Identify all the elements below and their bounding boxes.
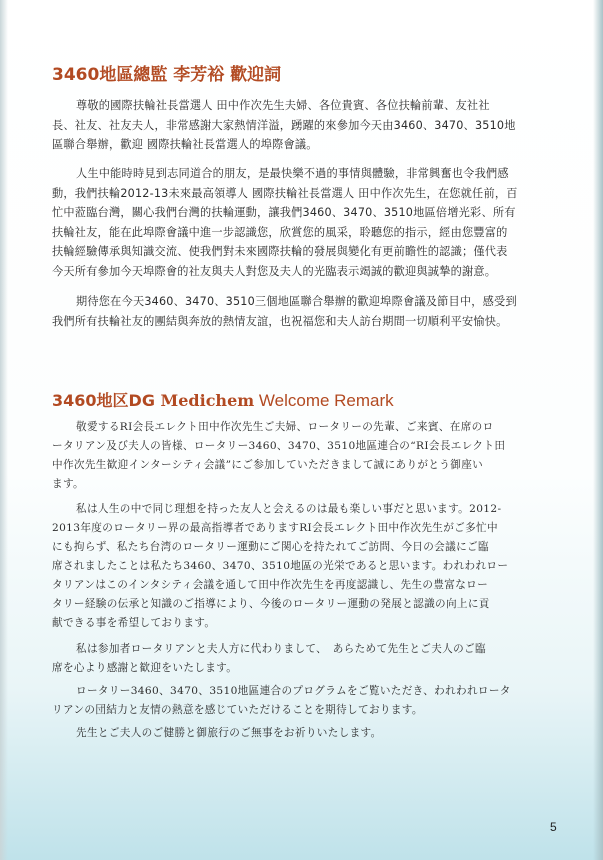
- jp-paragraph-2: [52, 500, 508, 633]
- text-line: 動，我們扶輪2012-13未來最高領導人 國際扶輪社長當選人 田中作次先生，在您就任前，百: [52, 186, 518, 200]
- text-line: 中作次先生歓迎インターシティ会議”にご参加していただきまして誠にありがとう御座い: [52, 459, 484, 471]
- text-line: 席されましたことは私たち3460、3470、3510地區の光栄であると思います。われわれロー: [52, 560, 509, 572]
- text-line: 2013年度のロータリー界の最高指導者でありますRI会長エレクト田中作次先生がご多忙中: [52, 522, 498, 534]
- text-line: 扶輪社友，能在此埠際會議中進一步認識您，欣賞您的風采，聆聽您的指示，經由您豐富的: [52, 225, 508, 239]
- text-line: 私は参加者ロータリアンと夫人方に代わりまして、 あらためて先生とご夫人のご臨: [76, 643, 486, 655]
- japanese-welcome-title: [52, 388, 394, 411]
- page-left-edge-shadow: [0, 0, 8, 860]
- text-line: 忙中蒞臨台灣，關心我們台灣的扶輪運動，讓我們3460、3470、3510地區倍增光彩、所有: [52, 206, 516, 219]
- text-line: ロータリー3460、3470、3510地區連合のプログラムをご覧いただき、われわれロータ: [76, 685, 511, 697]
- title-welcome-remark: Welcome Remark: [254, 391, 394, 410]
- text-line: リアンの団結力と友情の熱意を感じていただけることを期待しております。: [52, 704, 423, 716]
- cn-paragraph-3: [52, 292, 517, 331]
- text-line: 期待您在今天3460、3470、3510三個地區聯合舉辦的歡迎埠際會議及節目中，感受到: [76, 295, 517, 308]
- cn-paragraph-2: [52, 164, 518, 281]
- text-line: 敬愛するRI会長エレクト田中作次先生ご夫婦、ロータリーの先輩、ご来賓、在席のロ: [76, 421, 494, 433]
- text-line: 我們所有扶輪社友的團結與奔放的熱情友誼，也祝福您和夫人訪台期間一切順利平安愉快。: [52, 314, 508, 328]
- title-medichem: Medichem: [160, 391, 255, 410]
- page-number: 5: [550, 820, 557, 834]
- jp-paragraph-4: [52, 682, 511, 720]
- text-line: 區聯合舉辦，歡迎 國際扶輪社長當選人的埠際會議。: [52, 138, 318, 151]
- text-line: ータリアン及び夫人の皆様、ロータリー3460、3470、3510地區連合の“RI会長エレクト田: [52, 440, 506, 452]
- title-district-dg: 3460地区DG: [52, 391, 161, 410]
- jp-paragraph-3: [52, 640, 486, 678]
- cn-paragraph-1: [52, 96, 516, 155]
- page-right-edge-shadow: [593, 0, 603, 860]
- text-line: 先生とご夫人のご健勝と御旅行のご無事をお祈りいたします。: [76, 727, 382, 739]
- text-line: タリー経験の伝承と知識のご指導により、今後のロータリー運動の発展と認識の向上に貢: [52, 598, 490, 610]
- text-line: 長、社友、社友夫人，非常感謝大家熱情洋溢，踴躍的來參加今天由3460、3470、3510地: [52, 118, 516, 132]
- text-line: 尊敬的國際扶輪社長當選人 田中作次先生夫婦、各位貴賓、各位扶輪前輩、友社社: [76, 99, 490, 112]
- text-line: 献できる事を希望しております。: [52, 617, 216, 629]
- jp-paragraph-5: [52, 724, 382, 743]
- chinese-welcome-title: 3460地區總監 李芳裕 歡迎詞: [52, 65, 282, 85]
- text-line: 人生中能時時見到志同道合的朋友，是最快樂不過的事情與體驗，非常興奮也令我們感: [76, 167, 509, 180]
- jp-paragraph-1: [52, 418, 505, 494]
- text-line: タリアンはこのインタシティ会議を通して田中作次先生を再度認識し、先生の豊富なロー: [52, 579, 489, 591]
- text-line: にも拘らず、私たち台湾のロータリー運動にご関心を持たれてご訪問、今日の会議にご臨: [52, 541, 489, 553]
- text-line: ます。: [52, 478, 84, 490]
- text-line: 今天所有參加今天埠際會的社友與夫人對您及夫人的光臨表示竭誠的歡迎與誠摯的謝意。: [52, 264, 497, 278]
- text-line: 席を心より感謝と歓迎をいたします。: [52, 662, 238, 674]
- text-line: 私は人生の中で同じ理想を持った友人と会えるのは最も楽しい事だと思います。2012-: [76, 503, 502, 515]
- text-line: 扶輪經驗傳承與知識交流、使我們對未來國際扶輪的發展與變化有更前瞻性的認識；僅代表: [52, 245, 508, 258]
